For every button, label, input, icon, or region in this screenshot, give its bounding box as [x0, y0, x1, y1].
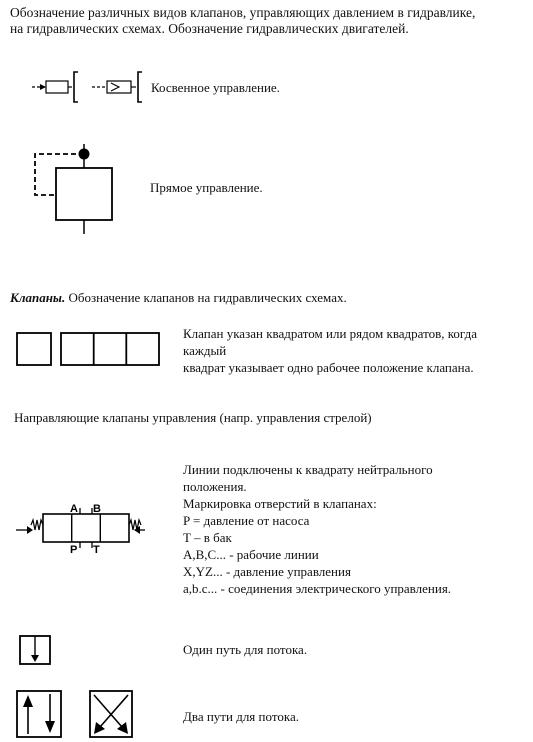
- direct-control-label: Прямое управление.: [150, 180, 263, 195]
- indirect-control-label: Косвенное управление.: [151, 80, 280, 95]
- valves-desc-line-3: квадрат указывает одно рабочее положение клапана.: [183, 360, 474, 375]
- valve-squares-symbol: [15, 330, 163, 370]
- two-paths-parallel-symbol: [15, 688, 65, 740]
- two-paths-label: Два пути для потока.: [183, 709, 299, 724]
- port-label-t: T: [93, 544, 100, 556]
- one-path-label: Один путь для потока.: [183, 642, 308, 657]
- directional-line-3: Маркировка отверстий в клапанах:: [183, 496, 377, 511]
- port-label-p: P: [70, 544, 78, 556]
- directional-heading: Направляющие клапаны управления (напр. управления стрелой): [14, 410, 372, 425]
- directional-line-7: X,YZ... - давление управления: [183, 564, 351, 579]
- directional-line-8: a,b.c... - соединения электрического управления.: [183, 581, 452, 596]
- port-label-b: B: [93, 503, 101, 515]
- directional-line-2: положения.: [183, 479, 247, 494]
- directional-line-1: Линии подключены к квадрату нейтрального: [183, 462, 433, 477]
- page-title-line-2: на гидравлических схемах. Обозначение гидравлических двигателей.: [10, 21, 409, 36]
- one-path-symbol: [18, 634, 54, 668]
- direct-control-symbol: [28, 140, 118, 236]
- left-spring-icon: [31, 520, 43, 530]
- valves-desc-line-2: каждый: [183, 343, 227, 358]
- three-square-icon: [61, 333, 159, 365]
- valves-desc-line-1: Клапан указан квадратом или рядом квадратов, когда: [183, 326, 477, 341]
- single-square-icon: [17, 333, 51, 365]
- directional-line-6: A,B,C... - рабочие линии: [183, 547, 319, 562]
- directional-line-5: T – в бак: [183, 530, 232, 545]
- valves-heading-rest: Обозначение клапанов на гидравлических схемах.: [65, 290, 347, 305]
- indirect-control-left-icon: [32, 72, 78, 102]
- port-label-a: A: [70, 503, 78, 515]
- directional-line-4: P = давление от насоса: [183, 513, 310, 528]
- valves-heading-bold: Клапаны.: [10, 290, 66, 305]
- two-paths-cross-symbol: [88, 688, 136, 740]
- page-title-line-1: Обозначение различных видов клапанов, управляющих давлением в гидравлике,: [10, 5, 476, 20]
- indirect-control-right-icon: [92, 72, 142, 102]
- directional-valve-symbol: [14, 500, 144, 555]
- valves-heading: [10, 290, 347, 306]
- indirect-control-symbol: [30, 70, 150, 104]
